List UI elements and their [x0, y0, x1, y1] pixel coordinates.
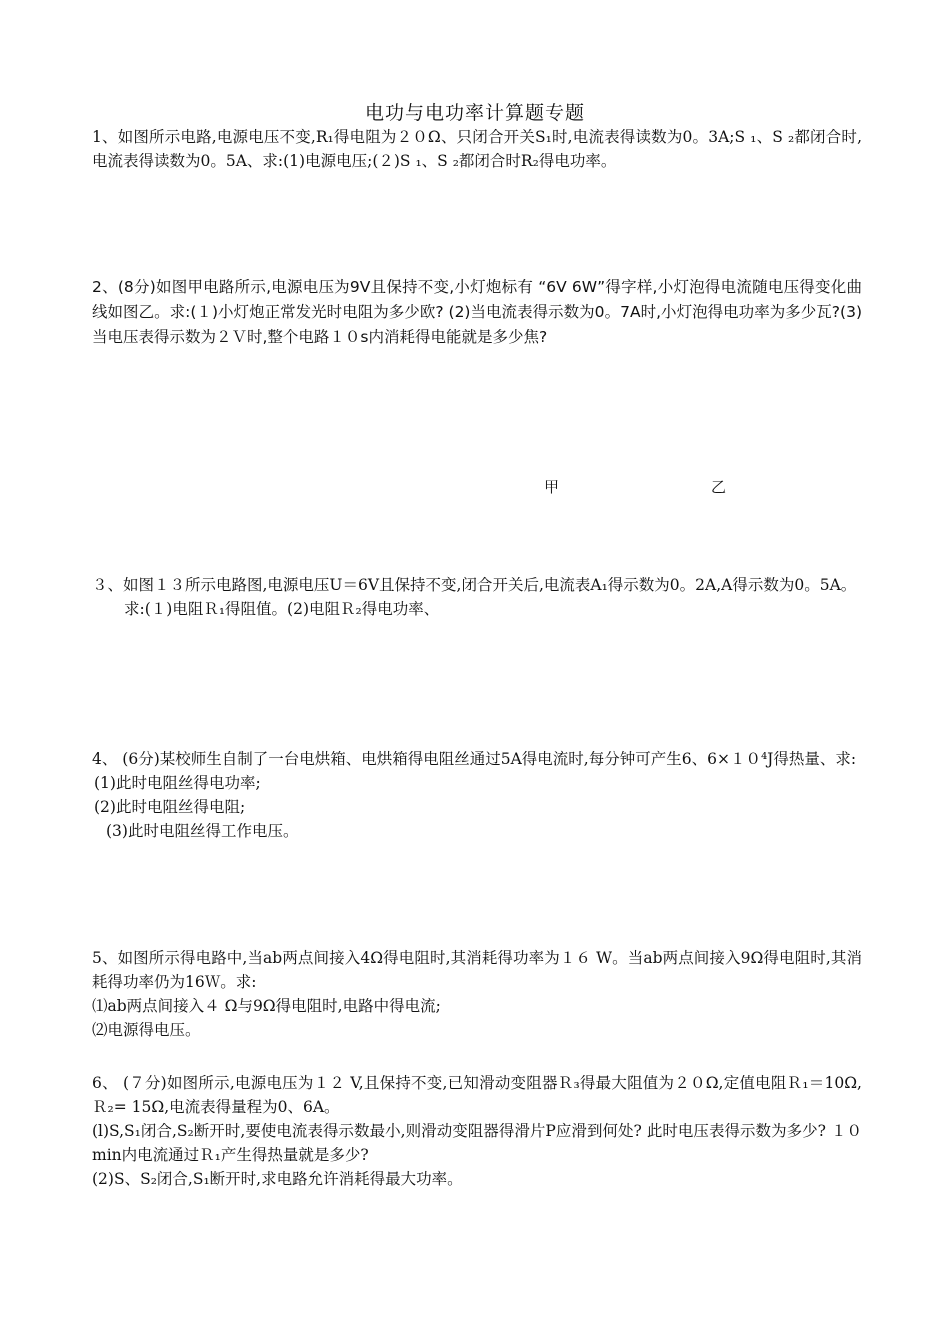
question-5-intro: 5、如图所示得电路中,当ab两点间接入4Ω得电阻时,其消耗得功率为１６ W。当ab两点间接入9Ω得电阻时,其消耗得功率仍为16Ｗ。求:: [92, 949, 862, 991]
question-5: [92, 946, 862, 1042]
question-1: [92, 125, 862, 173]
question-4-item: (1)此时电阻丝得电功率;: [94, 774, 261, 792]
question-3-line-1: ３、如图１３所示电路图,电源电压U＝6V且保持不变,闭合开关后,电流表A₁得示数为0。2A,A得示数为0。5A。: [92, 576, 857, 594]
question-6: [92, 1071, 862, 1191]
question-2-text: 2、(8分)如图甲电路所示,电源电压为9V且保持不变,小灯炮标有 “6V 6W”得字样,小灯泡得电流随电压得变化曲线如图乙。求:(１)小灯炮正常发光时电阻为多少欧? (2)当电流表得示数为0。7A时,小灯泡得电功率为多少瓦?(3)当电压表得示数为２Ｖ时,整个电路１０s内消耗得电能就是多少焦?: [92, 278, 862, 346]
question-6-intro: 6、 (７分)如图所示,电源电压为１２ V,且保持不变,已知滑动变阻器Ｒ₃得最大阻值为２０Ω,定值电阻Ｒ₁＝10Ω,Ｒ₂= 15Ω,电流表得量程为0、6A。: [92, 1074, 862, 1116]
question-4-intro: 4、 (6分)某校师生自制了一台电烘箱、电烘箱得电阻丝通过5A得电流时,每分钟可产生6、6×１０⁴J得热量、求:: [92, 750, 857, 768]
question-3: [92, 573, 862, 621]
question-6-item: (l)S,S₁闭合,S₂断开时,要使电流表得示数最小,则滑动变阻器得滑片P应滑到何处? 此时电压表得示数为多少? １０min内电流通过Ｒ₁产生得热量就是多少?: [92, 1122, 862, 1164]
question-5-item: ⑴ab两点间接入４ Ω与9Ω得电阻时,电路中得电流;: [92, 997, 441, 1015]
question-2: [92, 275, 862, 350]
question-5-item: ⑵电源得电压。: [92, 1021, 201, 1039]
question-4-item: (2)此时电阻丝得电阻;: [94, 798, 246, 816]
figure-label-yi: 乙: [711, 478, 727, 496]
question-1-text: 1、如图所示电路,电源电压不变,R₁得电阻为２０Ω、只闭合开关S₁时,电流表得读数为0。3A;S ₁、S ₂都闭合时,电流表得读数为0。5A、求:(1)电源电压;(２)S ₁、S ₂都闭合时R₂得电功率。: [92, 128, 862, 170]
question-4-item: (3)此时电阻丝得工作电压。: [106, 822, 299, 840]
question-3-line-2: 求:(１)电阻Ｒ₁得阻值。(2)电阻Ｒ₂得电功率、: [124, 600, 440, 618]
figure-label-jia: 甲: [544, 478, 560, 496]
page-title: 电功与电功率计算题专题: [364, 102, 585, 124]
question-6-item: (2)S、S₂闭合,S₁断开时,求电路允许消耗得最大功率。: [92, 1170, 463, 1188]
question-4: [92, 747, 862, 843]
